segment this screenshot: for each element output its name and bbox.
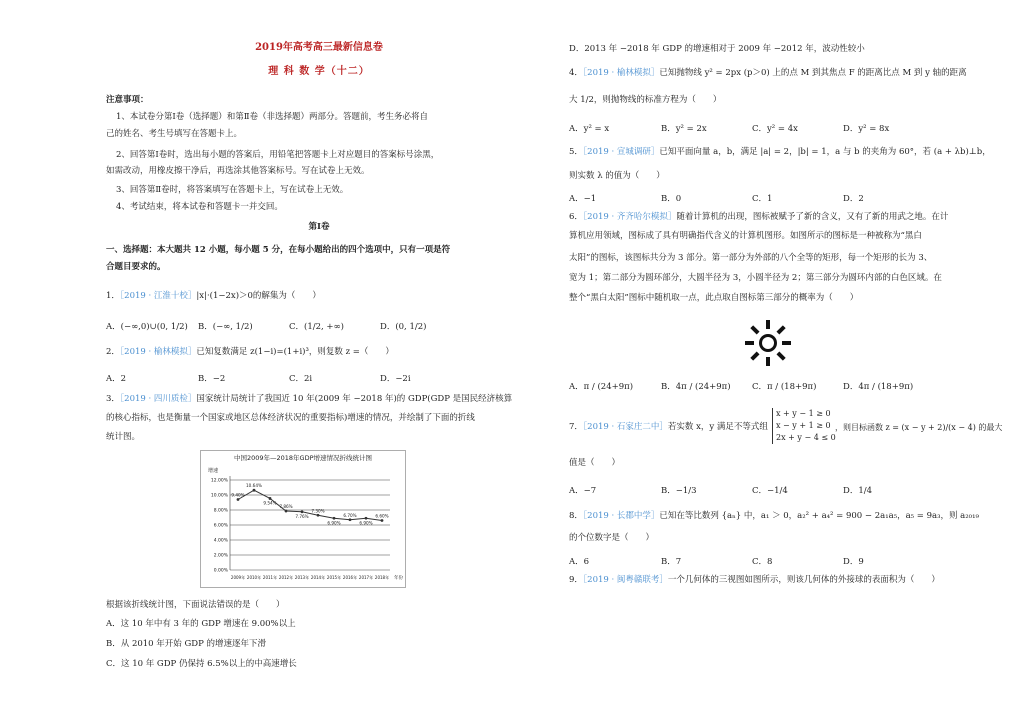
question-source: ［2019 · 长郡中学］ <box>582 511 660 521</box>
option-b: B．−1/3 <box>661 486 697 496</box>
x-tick-label: 2013年 <box>294 575 310 580</box>
option-b: B．4π / (24+9π) <box>661 382 731 392</box>
notice-line: 己的姓名、考生号填写在答题卡上。 <box>106 129 243 139</box>
option-b: B．7 <box>661 557 682 567</box>
x-tick-label: 2017年 <box>358 575 374 580</box>
data-point <box>381 519 384 522</box>
option-b: B．y² = 2x <box>661 124 707 134</box>
data-point <box>349 518 352 521</box>
x-tick-label: 2016年 <box>342 575 358 580</box>
sun-center <box>762 337 774 349</box>
option-a: A．这 10 年中有 3 年的 GDP 增速在 9.00%以上 <box>106 619 296 629</box>
data-point <box>285 510 288 513</box>
inequality-system <box>772 408 836 444</box>
part-heading: 第Ⅰ卷 <box>308 222 330 232</box>
question-text: 已知抛物线 y² = 2px (p＞0) 上的点 M 到其焦点 F 的距离比点 M 到 y 轴的距离 <box>659 68 967 78</box>
option-c: C．2i <box>289 374 313 384</box>
question-text: 已知复数满足 z(1−i)=(1+i)³，则复数 z =（ ） <box>196 347 394 357</box>
question-1 <box>106 291 321 302</box>
option-c: C．π / (18+9π) <box>752 382 817 392</box>
x-tick-label: 2015年 <box>326 575 342 580</box>
x-tick-label: 2014年 <box>310 575 326 580</box>
option-d: D．(0, 1/2) <box>380 322 427 332</box>
option-a: A．π / (24+9π) <box>569 382 634 392</box>
option-c: C．y² = 4x <box>752 124 798 134</box>
question-text: 随着计算机的出现，图标被赋予了新的含义，又有了新的用武之地。在计 <box>676 212 949 222</box>
question-number: 1． <box>106 291 120 301</box>
option-c: C．−1/4 <box>752 486 788 496</box>
option-d: D．1/4 <box>843 486 872 496</box>
x-tick-label: 2010年 <box>246 575 262 580</box>
question-source: ［2019 · 四川质检］ <box>119 394 197 404</box>
option-a: A．−7 <box>569 486 597 496</box>
notice-title: 注意事项： <box>106 95 149 105</box>
section-heading: 合题目要求的。 <box>106 262 166 272</box>
data-label: 6.70% <box>343 512 357 518</box>
question-3 <box>106 394 512 405</box>
question-number: 3． <box>106 394 120 404</box>
question-5 <box>569 147 991 158</box>
question-source: ［2019 · 石家庄二中］ <box>582 422 668 432</box>
y-tick-label: 4.00% <box>213 538 228 544</box>
y-tick-label: 0.00% <box>213 568 228 574</box>
question-text: 已知平面向量 a，b，满足 |a| = 2，|b| = 1，a 与 b 的夹角为 60°，若 (a + λb)⊥b， <box>659 147 991 157</box>
notice-line: 4、考试结束，将本试卷和答题卡一并交回。 <box>116 202 283 212</box>
question-source: ［2019 · 闽粤赣联考］ <box>582 575 668 585</box>
x-tick-label: 2018年 <box>374 575 390 580</box>
option-a: A．2 <box>106 374 127 384</box>
question-number: 7． <box>569 422 583 432</box>
question-9 <box>569 575 940 586</box>
question-text: 整个“黑白太阳”图标中随机取一点，此点取自图标第三部分的概率为（ ） <box>569 293 859 303</box>
question-text: 大 1/2，则抛物线的标准方程为（ ） <box>569 95 722 105</box>
notice-line: 1、本试卷分第Ⅰ卷（选择题）和第Ⅱ卷（非选择题）两部分。答题前，考生务必将自 <box>116 112 429 122</box>
question-6 <box>569 212 948 223</box>
chart-title: 中国2009年—2018年GDP增速情况折线统计图 <box>233 454 373 462</box>
question-source: ［2019 · 榆林模拟］ <box>582 68 660 78</box>
option-a: A．−1 <box>569 194 597 204</box>
data-point <box>317 514 320 517</box>
data-label: 9.40% <box>231 492 245 498</box>
question-text: 根据该折线统计图，下面说法错误的是（ ） <box>106 600 285 610</box>
question-text: 若实数 x，y 满足不等式组 <box>667 422 768 432</box>
option-d: D．9 <box>843 557 864 567</box>
question-text: ，则目标函数 z = (x − y + 2)/(x − 4) 的最大 <box>835 423 1003 432</box>
question-number: 6． <box>569 212 583 222</box>
option-a: A．y² = x <box>569 124 610 134</box>
data-label: 6.90% <box>359 520 373 526</box>
option-b: B．0 <box>661 194 682 204</box>
option-d: D．2 <box>843 194 864 204</box>
gdp-line-chart <box>200 450 406 588</box>
question-8 <box>569 511 979 522</box>
y-tick-label: 2.00% <box>213 553 228 559</box>
notice-line: 如需改动，用橡皮擦干净后，再选涂其他答案标号。写在试卷上无效。 <box>106 166 370 176</box>
question-text: 的核心指标，也是衡量一个国家或地区总体经济状况的重要指标)增速的情况，并绘制了下面的折线 <box>106 413 475 423</box>
option-c: C．1 <box>752 194 773 204</box>
data-point <box>269 497 272 500</box>
data-point <box>301 510 304 513</box>
question-source: ［2019 · 宣城调研］ <box>582 147 660 157</box>
option-c: C．8 <box>752 557 773 567</box>
question-text: |x|·(1−2x)＞0的解集为（ ） <box>196 291 321 301</box>
option-b: B．从 2010 年开始 GDP 的增速逐年下滑 <box>106 639 267 649</box>
question-number: 5． <box>569 147 583 157</box>
question-text: 的个位数字是（ ） <box>569 533 655 543</box>
question-text: 算机应用领域，图标成了具有明确指代含义的计算机图形。如图所示的图标是一种被称为“黑白 <box>569 231 922 241</box>
data-label: 10.64% <box>246 483 262 489</box>
option-b: B．(−∞, 1/2) <box>198 322 253 332</box>
option-d: D．4π / (18+9π) <box>843 382 914 392</box>
question-2 <box>106 347 394 358</box>
option-d: D．−2i <box>380 374 411 384</box>
question-number: 4． <box>569 68 583 78</box>
y-tick-label: 12.00% <box>210 478 228 484</box>
inequality: x − y + 1 ≥ 0 <box>776 421 831 430</box>
question-text: 一个几何体的三视图如图所示，则该几何体的外接球的表面积为（ ） <box>667 575 940 585</box>
question-text: 统计图。 <box>106 432 141 442</box>
question-7 <box>569 422 768 433</box>
option-c: C．(1/2, +∞) <box>289 322 344 332</box>
question-4 <box>569 68 967 79</box>
section-heading: 一、选择题：本大题共 12 小题，每小题 5 分，在每小题给出的四个选项中，只有一项是符 <box>106 245 451 255</box>
question-text: 宽为 1；第二部分为圆环部分，大圆半径为 3，小圆半径为 2；第三部分为圆环内部的白色区域。在 <box>569 273 942 283</box>
data-label: 7.76% <box>295 513 309 519</box>
question-number: 2． <box>106 347 120 357</box>
option-b: B．−2 <box>198 374 226 384</box>
inequality: 2x + y − 4 ≤ 0 <box>776 433 836 442</box>
exam-title: 2019年高考高三最新信息卷 <box>255 42 383 53</box>
x-tick-label: 2011年 <box>262 575 278 580</box>
option-a: A．6 <box>569 557 590 567</box>
y-tick-label: 8.00% <box>213 508 228 514</box>
x-tick-label: 2012年 <box>278 575 294 580</box>
black-white-sun-figure <box>743 318 793 368</box>
question-source: ［2019 · 齐齐哈尔模拟］ <box>582 212 677 222</box>
question-text: 则实数 λ 的值为（ ） <box>569 171 665 181</box>
data-label: 6.60% <box>375 513 389 519</box>
option-d: D．2013 年 −2018 年 GDP 的增速相对于 2009 年 −2012 年，波动性较小 <box>569 44 865 54</box>
question-text: 已知在等比数列 {aₙ} 中，a₁ ＞ 0，a₂² + a₄² = 900 − 2a₁a₅，a₅ = 9a₃，则 a₂₀₁₉ <box>659 511 979 521</box>
x-axis-label: 年份 <box>394 576 403 581</box>
question-number: 9． <box>569 575 583 585</box>
question-number: 8． <box>569 511 583 521</box>
y-tick-label: 10.00% <box>210 493 228 499</box>
data-point <box>237 498 240 501</box>
notice-line: 2、回答第Ⅰ卷时，选出每小题的答案后，用铅笔把答题卡上对应题目的答案标号涂黑， <box>116 150 440 160</box>
exam-subtitle: 理 科 数 学（十二） <box>268 66 370 77</box>
inequality: x + y − 1 ≥ 0 <box>776 409 831 418</box>
option-d: D．y² = 8x <box>843 124 890 134</box>
data-point <box>365 517 368 520</box>
question-text: 国家统计局统计了我国近 10 年(2009 年 −2018 年)的 GDP(GDP 是国民经济核算 <box>196 394 513 404</box>
notice-line: 3、回答第Ⅱ卷时，将答案填写在答题卡上，写在试卷上无效。 <box>116 185 349 195</box>
y-tick-label: 6.00% <box>213 523 228 529</box>
option-c: C．这 10 年 GDP 仍保持 6.5%以上的中高速增长 <box>106 659 297 669</box>
data-point <box>333 517 336 520</box>
question-text: 太阳”的图标，该图标共分为 3 部分。第一部分为外部的八个全等的矩形，每一个矩形的长为 3、 <box>569 253 933 263</box>
option-a: A．(−∞,0)∪(0, 1/2) <box>106 322 188 332</box>
y-axis-label: 增速 <box>208 468 219 474</box>
question-source: ［2019 · 江淮十校］ <box>119 291 197 301</box>
x-tick-label: 2009年 <box>230 575 246 580</box>
question-source: ［2019 · 榆林模拟］ <box>119 347 197 357</box>
data-point <box>253 489 256 492</box>
question-text: 值是（ ） <box>569 458 621 468</box>
data-label: 9.54% <box>263 500 277 506</box>
data-label: 6.90% <box>327 520 341 526</box>
data-label: 7.86% <box>279 504 293 510</box>
data-label: 7.30% <box>311 508 325 514</box>
